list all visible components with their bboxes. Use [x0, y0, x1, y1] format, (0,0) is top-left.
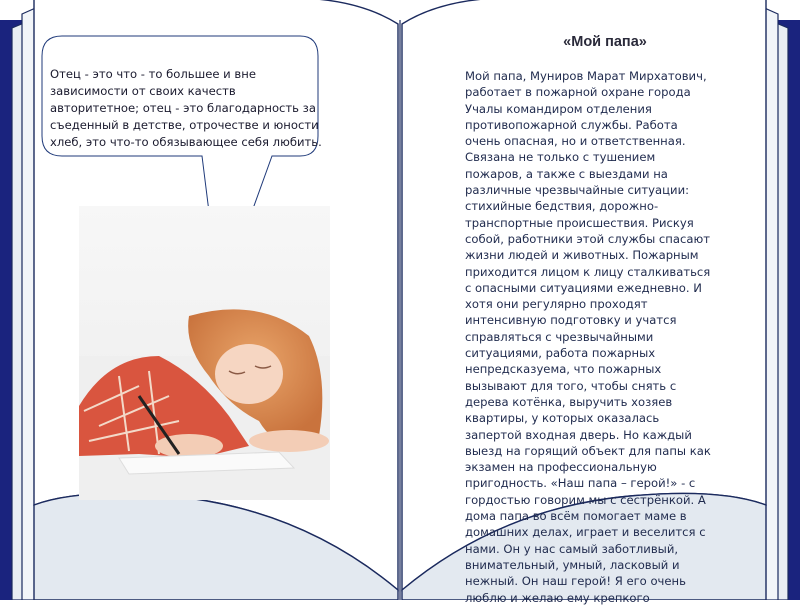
speech-bubble-text: Отец - это что - то большее и вне зависимости от своих качеств авторитетное; отец - это благодарность за съеденный в детстве, отрочестве и юности хлеб, это что-то обязывающее себя любить.	[50, 67, 322, 149]
story-body: Мой папа, Муниров Марат Мирхатович, работает в пожарной охране города Учалы командиром отделения противопожарной службы. Работа очень опасная, но и ответственная. Связана не только с тушением пожаров, а также с выездами на различные чрезвычайные ситуации: стихийные бедствия, дорожно- транспортные происшествия. Рискуя собой, работники этой службы спасают жизни людей и животных. Пожарным приходится лицом к лицу сталкиваться с опасными ситуациями ежедневно. И хотя они регулярно проходят интенсивную подготовку и учатся справляться с чрезвычайными ситуациями, работа пожарных непредсказуема, что пожарных вызывают для того, чтобы снять с дерева котёнка, выручить хозяев квартиры, у которых оказалась запертой входная дверь. Но каждый выезд на горящий объект для папы как экзамен на профессиональную пригодность. «Наш папа – герой!» - с гордостью говорим мы с сестрёнкой. А дома папа во всём помогает маме в домашних делах, играет и веселится с нами. Он у нас самый заботливый, внимательный, умный, ласковый и нежный. Он наш герой! Я его очень люблю и желаю ему крепкого	[465, 69, 711, 605]
story-title: «Мой папа»	[563, 34, 647, 50]
girl-writing-photo	[79, 206, 330, 500]
